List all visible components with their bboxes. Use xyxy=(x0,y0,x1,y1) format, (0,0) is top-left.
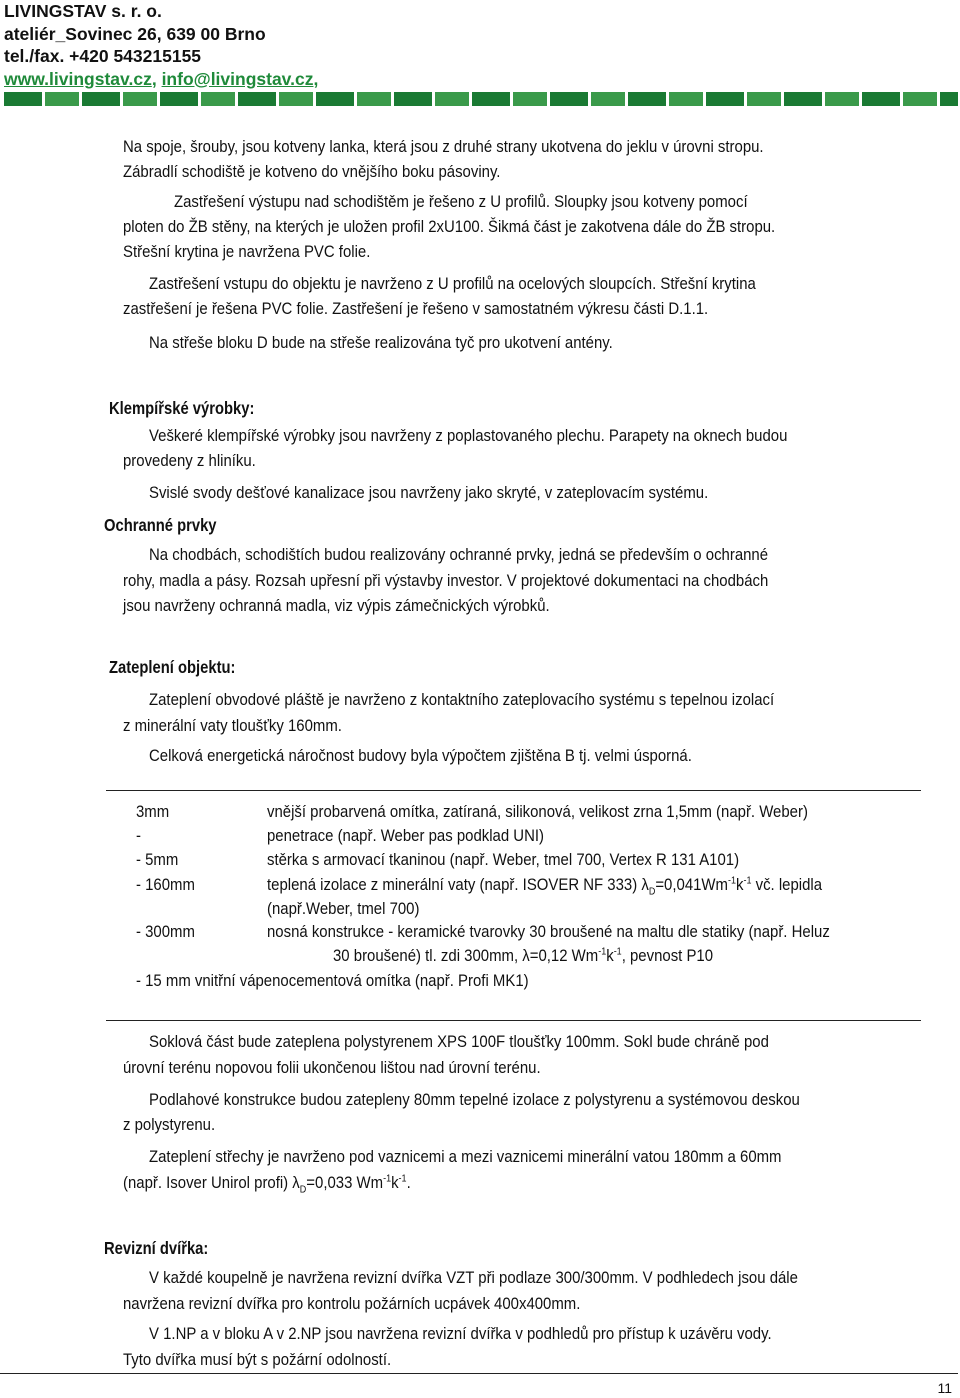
layer-description: penetrace (např. Weber pas podklad UNI) xyxy=(267,826,544,845)
text-line: (např. Isover Unirol profi) $\lambda_D=0,033$ $Wm^{-1}k^{-1}$. xyxy=(123,1173,411,1196)
text-line: V každé koupelně je navržena revizní dvířka VZT při podlaze 300/300mm. V podhledech jsou dále xyxy=(149,1268,798,1287)
stripe-segment xyxy=(316,92,354,106)
layer-description-cont: 30 broušené) tl. zdi 300mm, λ=0,12 $Wm^{-1}k^{-1}$, pevnost P10 xyxy=(333,946,714,965)
text-line: Celková energetická náročnost budovy byla výpočtem zjištěna B tj. velmi úsporná. xyxy=(149,746,692,765)
letterhead xyxy=(4,0,318,90)
stripe-segment xyxy=(825,92,859,106)
footer-rule xyxy=(0,1373,958,1374)
company-phone: tel./fax. +420 543215155 xyxy=(4,46,202,66)
email-link[interactable]: info@livingstav.cz xyxy=(161,68,314,89)
text-line: Svislé svody dešťové kanalizace jsou navrženy jako skryté, v zateplovacím systému. xyxy=(149,483,709,502)
text-line: Zastřešení výstupu nad schodištěm je řešeno z U profilů. Sloupky jsou kotveny pomocí xyxy=(174,192,748,211)
stripe-segment xyxy=(903,92,937,106)
section-heading-ochranne: Ochranné prvky xyxy=(104,515,217,535)
stripe-segment xyxy=(862,92,900,106)
text-line: Zateplení střechy je navrženo pod vaznicemi a mezi vaznicemi minerální vatou 180mm a 60mm xyxy=(149,1147,782,1166)
text-line: zastřešení je řešena PVC folie. Zastřešení je řešeno v samostatném výkresu části D.1.1. xyxy=(123,299,709,318)
stripe-segment xyxy=(747,92,781,106)
text-line: ploten do ŽB stěny, na kterých je uložen profil 2xU100. Šikmá část je zakotvena dále do ŽB stropu. xyxy=(123,217,776,236)
stripe-segment xyxy=(591,92,625,106)
layer-thickness: - xyxy=(136,826,141,845)
text-line: navržena revizní dvířka pro kontrolu požárních ucpávek 400x400mm. xyxy=(123,1294,581,1313)
stripe-segment xyxy=(784,92,822,106)
text-line: Tyto dvířka musí být s požární odolností. xyxy=(123,1350,392,1369)
stripe-segment xyxy=(82,92,120,106)
text-line: úrovní terénu nopovou folii ukončenou lištou nad úrovní terénu. xyxy=(123,1058,541,1077)
text-line: Střešní krytina je navržena PVC folie. xyxy=(123,242,371,261)
stripe-segment xyxy=(279,92,313,106)
stripe-segment xyxy=(628,92,666,106)
section-heading-klempirske: Klempířské výrobky: xyxy=(109,398,255,418)
layer-row-last: - 15 mm vnitřní vápenocementová omítka (např. Profi MK1) xyxy=(136,971,529,990)
stripe-segment xyxy=(45,92,79,106)
text-line: rohy, madla a pásy. Rozsah upřesní při výstavby investor. V projektové dokumentaci na chodbách xyxy=(123,571,769,590)
website-link[interactable]: www.livingstav.cz xyxy=(4,68,152,89)
stripe-segment xyxy=(160,92,198,106)
stripe-segment xyxy=(4,92,42,106)
rule-bottom xyxy=(106,1020,921,1021)
company-contacts xyxy=(4,68,318,91)
text-line: Zateplení obvodové pláště je navrženo z kontaktního zateplovacího systému s tepelnou izolací xyxy=(149,690,775,709)
text-line: Veškeré klempířské výrobky jsou navrženy z poplastovaného plechu. Parapety na oknech budou xyxy=(149,426,788,445)
text-line: Na chodbách, schodištích budou realizovány ochranné prvky, jedná se především o ochranné xyxy=(149,545,769,564)
section-heading-zatepleni: Zateplení objektu: xyxy=(109,657,236,677)
layer-description: nosná konstrukce - keramické tvarovky 30 broušené na maltu dle statiky (např. Heluz xyxy=(267,922,830,941)
text-line: Zastřešení vstupu do objektu je navrženo z U profilů na ocelových sloupcích. Střešní krytina xyxy=(149,274,756,293)
section-heading-revizni: Revizní dvířka: xyxy=(104,1238,209,1258)
stripe-segment xyxy=(940,92,958,106)
contacts-trail: , xyxy=(313,68,319,89)
layer-thickness: 3mm xyxy=(136,802,170,821)
rule-top xyxy=(106,790,921,791)
stripe-segment xyxy=(238,92,276,106)
stripe-segment xyxy=(394,92,432,106)
company-name: LIVINGSTAV s. r. o. xyxy=(4,1,162,21)
text-line: Na spoje, šrouby, jsou kotveny lanka, která jsou z druhé strany ukotvena do jeklu v úrovni stropu. xyxy=(123,137,764,156)
text-line: V 1.NP a v bloku A v 2.NP jsou navržena revizní dvířka v podhledů pro přístup k uzávěru vody. xyxy=(149,1324,772,1343)
stripe-segment xyxy=(513,92,547,106)
layer-thickness: - 160mm xyxy=(136,875,195,894)
stripe-segment xyxy=(472,92,510,106)
text-line: jsou navrženy ochranná madla, viz výpis zámečnických výrobků. xyxy=(123,596,550,615)
text-line: z minerální vaty tloušťky 160mm. xyxy=(123,716,342,735)
stripe-segment xyxy=(201,92,235,106)
text-line: Podlahové konstrukce budou zatepleny 80mm tepelné izolace z polystyrenu a systémovou deskou xyxy=(149,1090,800,1109)
text-line: Zábradlí schodiště je kotveno do vnějšího boku pásoviny. xyxy=(123,162,501,181)
text-line: Soklová část bude zateplena polystyrenem XPS 100F tloušťky 100mm. Sokl bude chráně pod xyxy=(149,1032,769,1051)
stripe-segment xyxy=(357,92,391,106)
layer-description: stěrka s armovací tkaninou (např. Weber, tmel 700, Vertex R 131 A101) xyxy=(267,850,740,869)
layer-description: teplená izolace z minerální vaty (např. ISOVER NF 333) $\lambda_D=0,041Wm^{-1}k^{-1}$ vč. lepidla xyxy=(267,875,823,898)
page-number: 11 xyxy=(937,1380,952,1396)
layer-description: vnější probarvená omítka, zatíraná, silikonová, velikost zrna 1,5mm (např. Weber) xyxy=(267,802,808,821)
layer-thickness: - 5mm xyxy=(136,850,179,869)
stripe-segment xyxy=(669,92,703,106)
stripe-segment xyxy=(123,92,157,106)
layer-description-cont: (např.Weber, tmel 700) xyxy=(267,899,420,918)
text-line: z polystyrenu. xyxy=(123,1115,216,1134)
stripe-segment xyxy=(550,92,588,106)
stripe-segment xyxy=(706,92,744,106)
text-line: Na střeše bloku D bude na střeše realizována tyč pro ukotvení antény. xyxy=(149,333,613,352)
header-stripe xyxy=(4,92,958,106)
layer-thickness: - 300mm xyxy=(136,922,195,941)
contacts-separator: , xyxy=(151,68,162,89)
stripe-segment xyxy=(435,92,469,106)
company-address: ateliér_Sovinec 26, 639 00 Brno xyxy=(4,23,266,44)
text-line: provedeny z hliníku. xyxy=(123,451,256,470)
